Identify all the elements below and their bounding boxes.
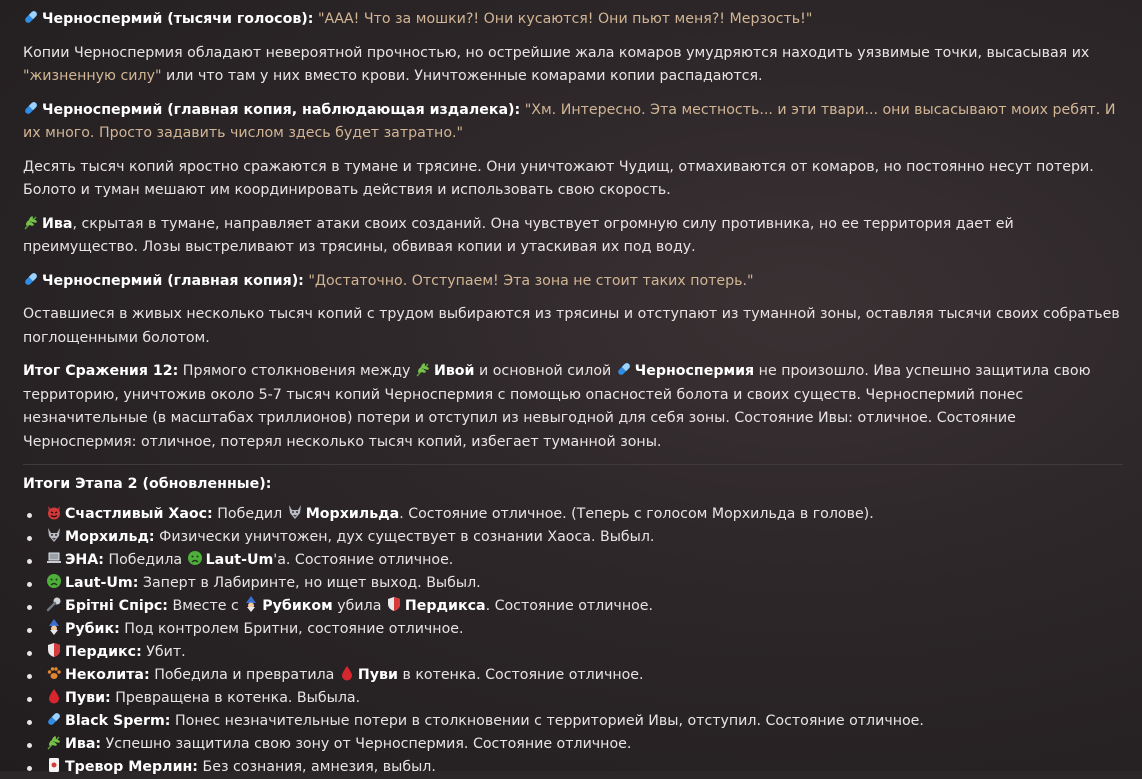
- mic-icon: [46, 596, 62, 612]
- character-name: Морхильд:: [65, 528, 155, 545]
- list-item: [46, 687, 1123, 710]
- character-name: Laut-Um: [205, 551, 274, 568]
- quote-text: "Достаточно. Отступаем! Эта зона не стоит таких потерь.": [308, 272, 754, 289]
- item-text: . Состояние отличное.: [485, 597, 654, 614]
- battle-summary: [23, 360, 1123, 454]
- list-item: [46, 710, 1123, 733]
- item-text: Без сознания, амнезия, выбыл.: [197, 758, 436, 775]
- list-item: [46, 503, 1123, 526]
- quote-text: "ААА! Что за мошки?! Они кусаются! Они пьют меня?! Мерзость!": [317, 11, 813, 27]
- item-text: Физически уничтожен, дух существует в сознании Хаоса. Выбыл.: [154, 528, 655, 545]
- character-name: Счастливый Хаос:: [65, 505, 213, 522]
- item-text: Победил: [212, 505, 287, 522]
- item-text: Победила: [103, 551, 187, 568]
- quote-text: "Хм. Интересно. Эта местность... и эти твари... они высасывают моих ребят. И их много. Просто задавить числом здесь будет затратно.": [23, 101, 1116, 141]
- drop-icon: [46, 688, 62, 704]
- message-line: [23, 99, 1123, 146]
- character-name: Ива:: [65, 735, 102, 752]
- list-item: [46, 526, 1123, 549]
- speaker-name: Черноспермий (главная копия):: [42, 272, 304, 289]
- pill-icon: [23, 9, 39, 25]
- paw-icon: [46, 665, 62, 681]
- laptop-icon: [46, 550, 62, 566]
- narration-paragraph: Оставшиеся в живых несколько тысяч копий с трудом выбираются из трясины и отступают из туманной зоны, оставляя тысячи своих собратьев поглощенными болотом.: [23, 306, 1120, 346]
- shield-icon: [46, 642, 62, 658]
- narration-text: Копии Черноспермия обладают невероятной прочностью, но острейшие жала комаров умудряются находить уязвимые точки, высасывая их: [23, 44, 1090, 61]
- narration-paragraph: Десять тысяч копий яростно сражаются в тумане и трясине. Они уничтожают Чудищ, отмахиваются от комаров, но постоянно несут потери. Болото и туман мешают им координировать действия и использовать свою скорость.: [23, 158, 1094, 198]
- mage-icon: [46, 619, 62, 635]
- frown-icon: [187, 550, 203, 566]
- message-line: [23, 270, 1123, 294]
- list-item: [46, 641, 1123, 664]
- stage-title: [23, 473, 1123, 497]
- item-text: Под контролем Бритни, состояние отличное.: [119, 620, 464, 637]
- item-text: . Состояние отличное. (Теперь с голосом Морхильда в голове).: [399, 505, 874, 522]
- character-name: Черноспермия: [634, 363, 755, 379]
- narration-text: или что там у них вместо крови. Уничтоженные комарами копии распадаются.: [161, 68, 763, 84]
- character-name: Пуви: [357, 666, 398, 683]
- narration-paragraph: [23, 42, 1123, 89]
- character-name: Брітні Спірс:: [65, 597, 168, 614]
- character-name: Пердикса: [404, 597, 486, 614]
- list-item: [46, 572, 1123, 595]
- frown-icon: [46, 573, 62, 589]
- item-text: Успешно защитила свою зону от Черноспермия. Состояние отличное.: [101, 735, 632, 752]
- speaker-name: Черноспермий (главная копия, наблюдающая издалека):: [42, 101, 521, 118]
- character-name: Пердикс:: [65, 643, 142, 660]
- divider: [23, 464, 1123, 465]
- item-text: 'а. Состояние отличное.: [273, 551, 454, 568]
- pill-icon: [46, 711, 62, 727]
- pill-icon: [23, 100, 39, 116]
- character-name: Рубиком: [262, 597, 333, 614]
- character-name: Ивой: [433, 363, 475, 379]
- item-text: Превращена в котенка. Выбыла.: [110, 689, 361, 706]
- character-name: ЭНА:: [65, 551, 104, 568]
- pill-icon: [616, 361, 632, 377]
- drop-icon: [339, 665, 355, 681]
- message-line: [23, 8, 1123, 32]
- devil-icon: [46, 504, 62, 520]
- quote-text: "жизненную силу": [23, 68, 162, 84]
- chat-message: [23, 8, 1123, 779]
- list-item: [46, 618, 1123, 641]
- wolf-icon: [46, 527, 62, 543]
- character-name: Неколита:: [65, 666, 150, 683]
- joker-icon: [46, 757, 62, 773]
- shield-icon: [386, 596, 402, 612]
- item-text: в котенка. Состояние отличное.: [397, 666, 644, 683]
- herb-icon: [415, 361, 431, 377]
- item-text: Победила и превратила: [149, 666, 339, 683]
- summary-text: Прямого столкновения между: [178, 363, 415, 379]
- summary-text: и основной силой: [474, 363, 616, 379]
- item-text: Заперт в Лабиринте, но ищет выход. Выбыл.: [138, 574, 481, 591]
- mage-icon: [243, 596, 259, 612]
- list-item: [46, 733, 1123, 756]
- list-item: [46, 595, 1123, 618]
- character-name: Морхильда: [305, 505, 400, 522]
- herb-icon: [46, 734, 62, 750]
- item-text: Убит.: [141, 643, 186, 660]
- character-name: Пуви:: [65, 689, 111, 706]
- item-text: Понес незначительные потери в столкновении с территорией Ивы, отступил. Состояние отличное.: [170, 712, 924, 729]
- narration-text: , скрытая в тумане, направляет атаки своих созданий. Она чувствует огромную силу противника, но ее территория дает ей преимущество. Лозы выстреливают из трясины, обвивая копии и утаскивая их под воду.: [23, 215, 1014, 255]
- item-text: Вместе с: [167, 597, 244, 614]
- speaker-name: Ива: [42, 215, 73, 232]
- character-name: Black Sperm:: [65, 712, 171, 729]
- message-line: [23, 213, 1123, 260]
- wolf-icon: [287, 504, 303, 520]
- list-item: [46, 756, 1123, 779]
- herb-icon: [23, 214, 39, 230]
- stage-results-list: [23, 503, 1123, 779]
- speaker-name: Черноспермий (тысячи голосов):: [42, 11, 314, 27]
- pill-icon: [23, 271, 39, 287]
- summary-label: Итог Сражения 12:: [23, 363, 179, 379]
- character-name: Рубик:: [65, 620, 120, 637]
- character-name: Тревор Мерлин:: [65, 758, 198, 775]
- item-text: убила: [332, 597, 386, 614]
- stage-title-text: Итоги Этапа 2 (обновленные):: [23, 476, 272, 492]
- list-item: [46, 549, 1123, 572]
- list-item: [46, 664, 1123, 687]
- summary-text: не произошло. Ива успешно защитила свою территорию, уничтожив около 5-7 тысяч копий Черноспермия с помощью опасностей болота и своих существ. Черноспермий понес незначительные (в масштабах триллионов) потери и отступил из невыгодной для себя зоны. Состояние Ивы: отличное. Состояние Черноспермия: отличное, потерял несколько тысяч копий, избегает туманной зоны.: [23, 363, 1091, 450]
- character-name: Laut-Um:: [65, 574, 139, 591]
